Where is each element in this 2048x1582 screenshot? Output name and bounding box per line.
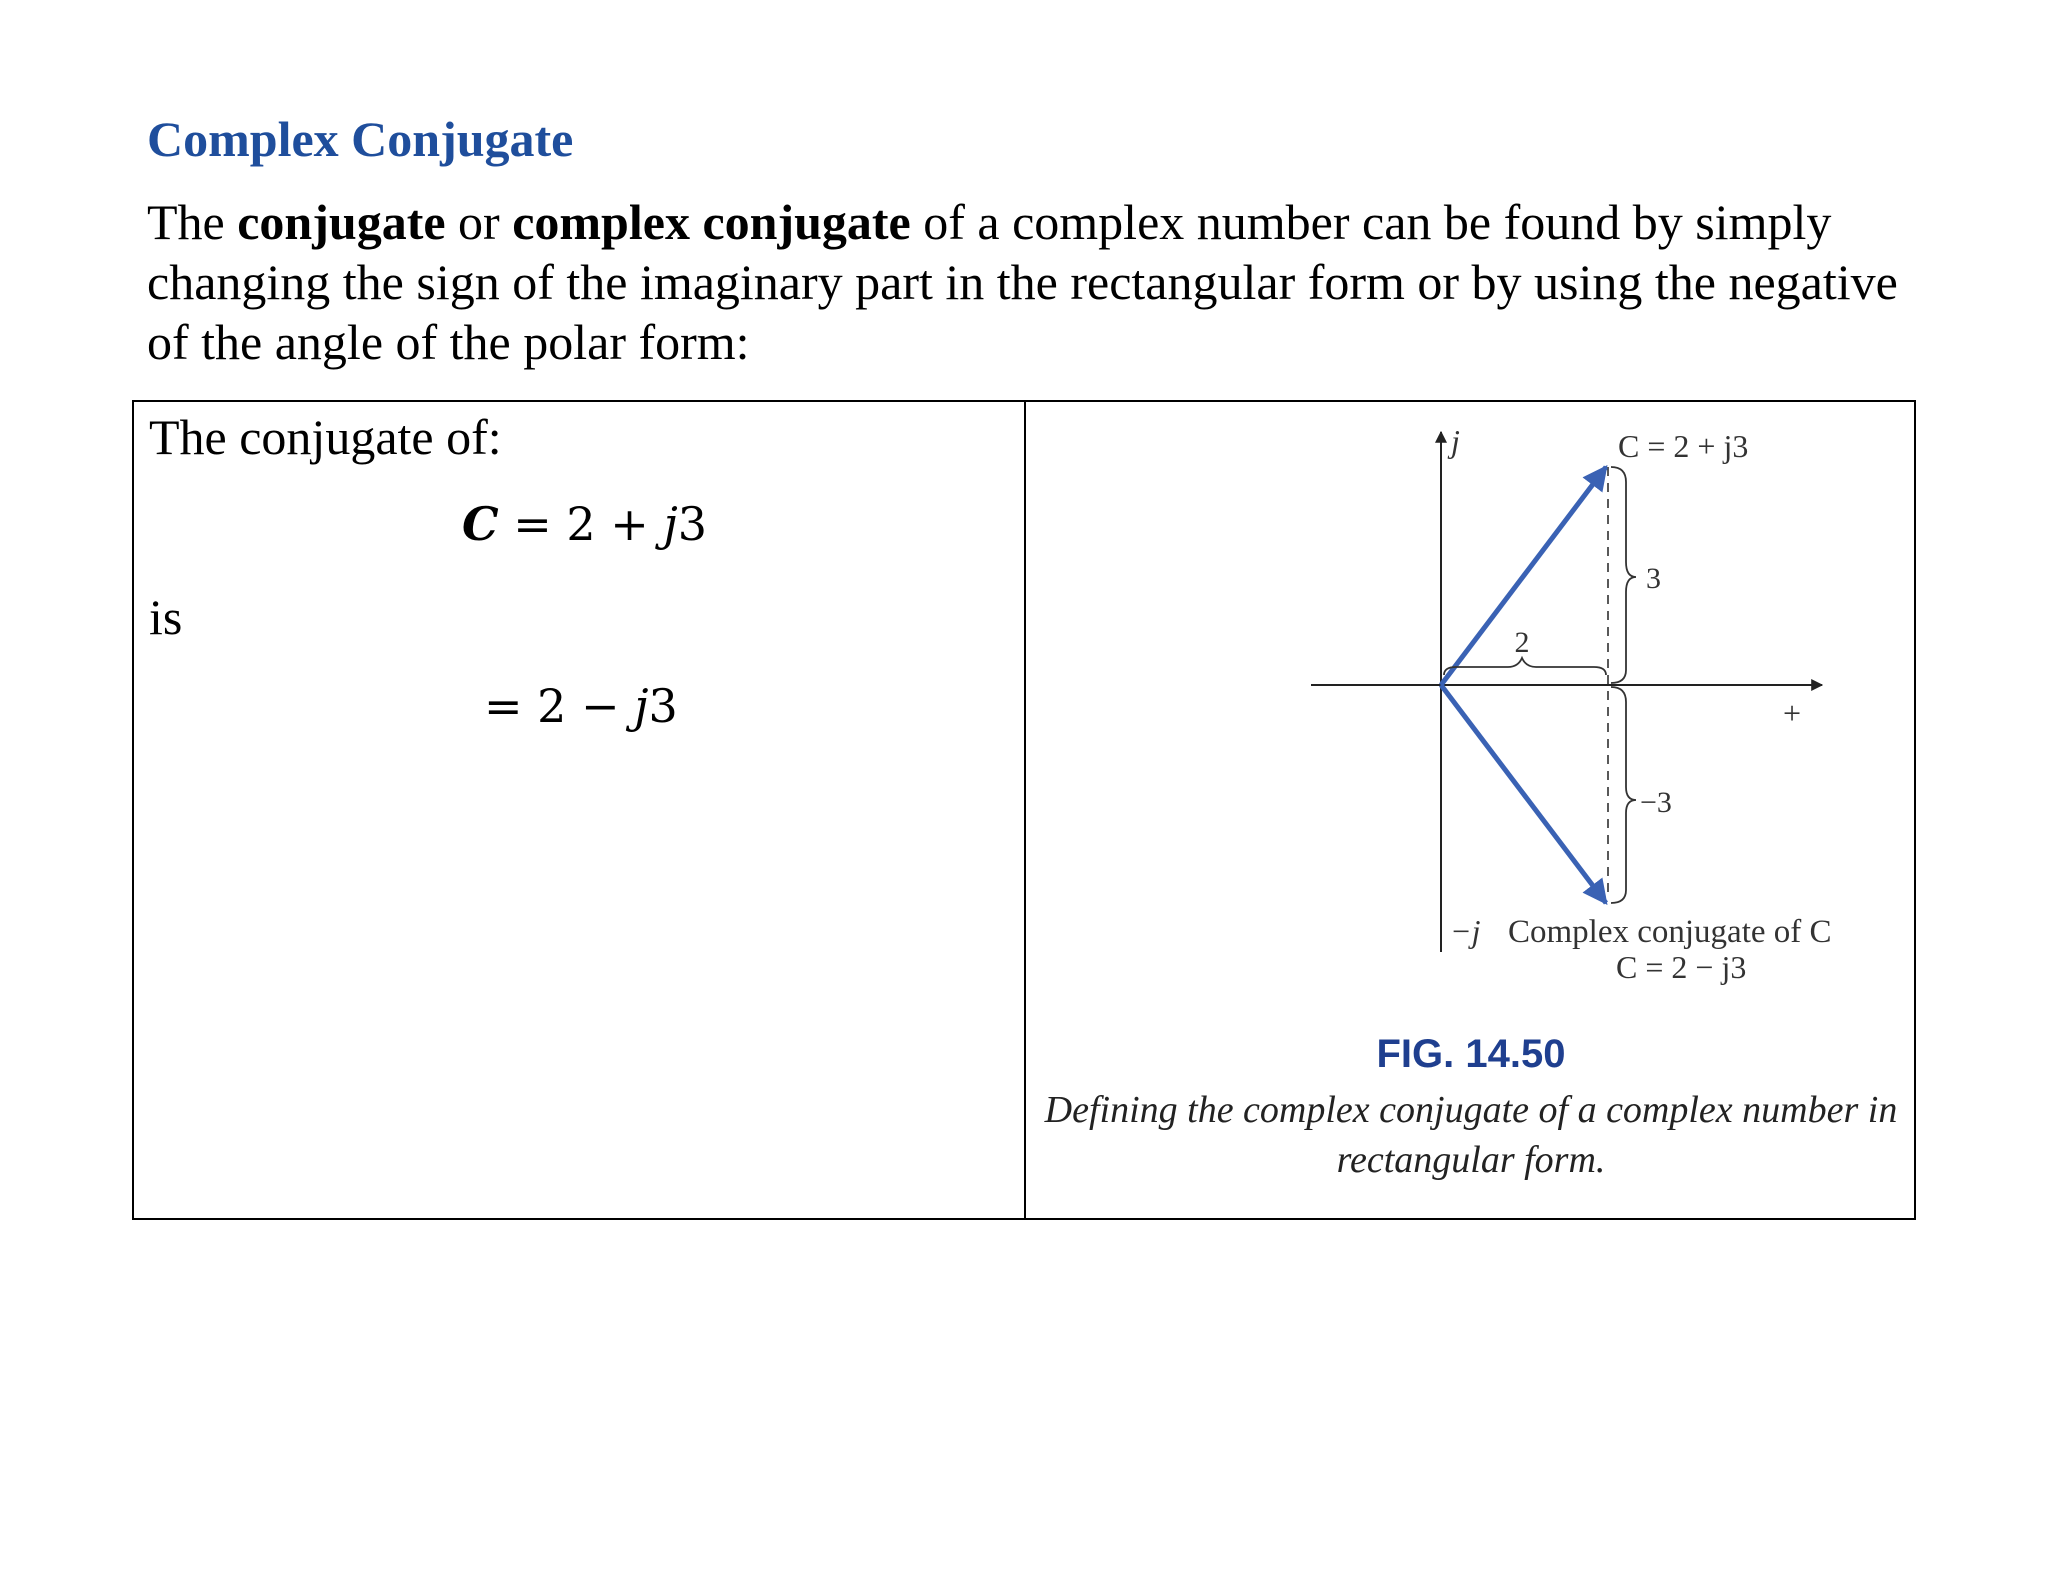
term-conjugate: conjugate — [237, 194, 446, 250]
complex-plane-figure — [1026, 402, 1916, 1022]
label-conjugate-of-c: Complex conjugate of C — [1508, 914, 1832, 950]
label-brace-3: 3 — [1646, 562, 1661, 595]
equation-conjugate: = 2 − j3 — [484, 679, 678, 733]
brace-real — [1444, 658, 1606, 675]
label-brace-neg3: −3 — [1640, 786, 1672, 819]
vector-conjugate — [1441, 685, 1606, 903]
label-brace-2: 2 — [1514, 626, 1530, 659]
is-text: is — [149, 589, 183, 645]
label-point-c: C = 2 + j3 — [1618, 428, 1749, 464]
figure-caption: Defining the complex conjugate of a complex number in rectangular form. — [1044, 1089, 1898, 1181]
label-axis-plus: + — [1783, 695, 1802, 731]
section-heading: Complex Conjugate — [147, 111, 574, 167]
brace-bottom — [1611, 687, 1636, 903]
example-table — [132, 400, 1916, 1220]
label-axis-neg-j: −j — [1450, 913, 1481, 949]
intro-paragraph: The conjugate or complex conjugate of a complex number can be found by simply changing the sign of the imaginary part in the rectangular form or by using the negative of the angle of the polar form: — [147, 194, 1898, 370]
conjugate-lead-text: The conjugate of: — [149, 409, 502, 465]
equation-original: C = 2 + j3 — [462, 497, 708, 551]
brace-top — [1611, 467, 1636, 683]
label-point-conjugate: C = 2 − j3 — [1616, 949, 1747, 985]
term-complex-conjugate: complex conjugate — [512, 194, 911, 250]
label-axis-j: j — [1451, 423, 1460, 459]
figure-title: FIG. 14.50 — [1376, 1032, 1566, 1076]
